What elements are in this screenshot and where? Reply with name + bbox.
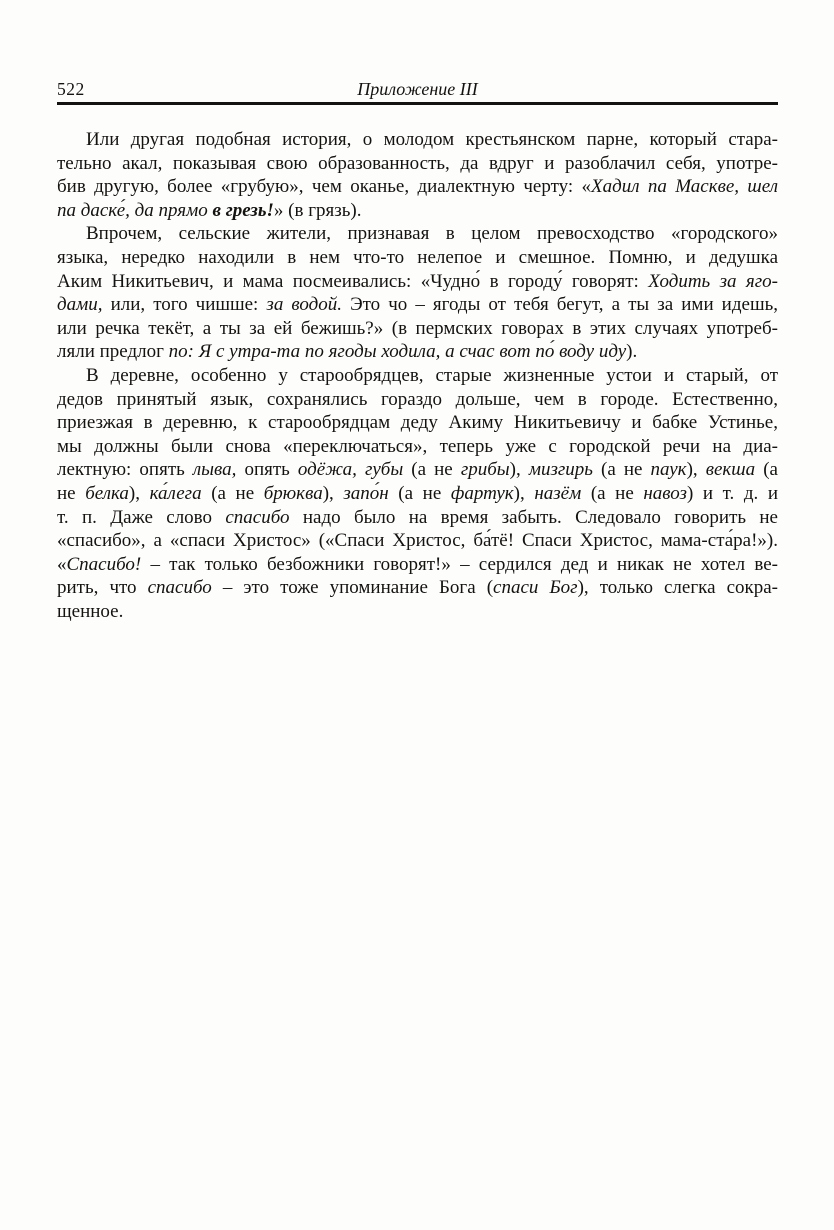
text-run: «спасибо», а «спаси Христос» («Спаси Христос, ба́тё! Спаси Христос, мама-ста́ра!»). bbox=[57, 530, 778, 552]
page-header bbox=[57, 78, 778, 102]
bold-italic-text-run: в грезь! bbox=[212, 199, 274, 221]
page-number: 522 bbox=[57, 79, 85, 99]
text-run: ), bbox=[128, 482, 150, 504]
italic-text-run: векша bbox=[705, 459, 756, 481]
text-run: Впрочем, сельские жители, признавая в целом превосходство «городского» bbox=[86, 223, 778, 245]
text-line bbox=[57, 388, 778, 412]
italic-text-run: спасибо bbox=[225, 506, 290, 528]
text-line bbox=[57, 128, 778, 152]
italic-text-run: за водой. bbox=[266, 294, 342, 316]
italic-text-run: грибы bbox=[460, 459, 510, 481]
paragraph bbox=[57, 128, 778, 222]
text-line bbox=[57, 411, 778, 435]
text-line bbox=[57, 529, 778, 553]
text-run: (а bbox=[755, 459, 778, 481]
text-run: рить, что bbox=[57, 577, 148, 599]
italic-text-run: ка́лега bbox=[149, 482, 202, 504]
text-run: (а не bbox=[403, 459, 461, 481]
text-line bbox=[57, 293, 778, 317]
text-run: ), bbox=[513, 482, 535, 504]
text-line bbox=[57, 199, 778, 223]
text-run: языка, нередко находили в нем что-то нелепое и смешное. Помню, и дедушка bbox=[57, 246, 778, 268]
italic-text-run: запо́н bbox=[343, 482, 389, 504]
text-run: тельно акал, показывая свою образованность, да вдруг и разоблачил себя, употре- bbox=[57, 152, 778, 174]
text-run: мы должны были снова «переключаться», теперь уже с городской речи на диа- bbox=[57, 435, 778, 457]
text-line bbox=[57, 270, 778, 294]
text-run: щенное. bbox=[57, 600, 124, 622]
text-line bbox=[57, 152, 778, 176]
italic-text-run: белка bbox=[85, 482, 129, 504]
text-line bbox=[57, 482, 778, 506]
text-run: или, того чишше: bbox=[102, 294, 267, 316]
text-line bbox=[57, 458, 778, 482]
text-run: ляли предлог bbox=[57, 341, 169, 363]
text-line bbox=[57, 364, 778, 388]
text-line bbox=[57, 553, 778, 577]
italic-text-run: фартук bbox=[450, 482, 514, 504]
text-run: (а не bbox=[201, 482, 264, 504]
text-run: или речка текёт, а ты за ей бежишь?» (в пермских говорах в этих случаях употреб- bbox=[57, 317, 778, 339]
text-run: ) и т. д. и bbox=[686, 482, 778, 504]
text-run: ), bbox=[322, 482, 344, 504]
text-run: дедов принятый язык, сохранялись гораздо дольше, чем в городе. Естественно, bbox=[57, 388, 778, 410]
italic-text-run: дами, bbox=[57, 294, 103, 316]
text-run: лектную: опять bbox=[57, 459, 193, 481]
text-line bbox=[57, 435, 778, 459]
italic-text-run: Хадил па Маскве, шел bbox=[591, 176, 778, 198]
italic-text-run: брюква bbox=[263, 482, 323, 504]
text-run: (а не bbox=[581, 482, 644, 504]
text-run: бив другую, более «грубую», чем оканье, диалектную черту: « bbox=[57, 176, 592, 198]
italic-text-run: паук bbox=[650, 459, 687, 481]
italic-text-run: назём bbox=[534, 482, 582, 504]
paragraph bbox=[57, 222, 778, 364]
text-run: ), bbox=[509, 459, 529, 481]
text-run: опять bbox=[236, 459, 298, 481]
italic-text-run: Ходить за яго- bbox=[648, 270, 778, 292]
italic-text-run: мизгирь bbox=[528, 459, 593, 481]
italic-text-run: па даске́, да прямо bbox=[57, 199, 213, 221]
text-run: приезжая в деревню, к старообрядцам деду Акиму Никитьевичу и бабке Устинье, bbox=[57, 412, 778, 434]
text-run: надо было на время забыть. Следовало говорить не bbox=[289, 506, 778, 528]
text-run: не bbox=[57, 482, 86, 504]
text-line bbox=[57, 175, 778, 199]
page-content bbox=[57, 78, 778, 623]
italic-text-run: Спасибо! bbox=[66, 553, 142, 575]
header-title: Приложение III bbox=[357, 79, 478, 99]
header-rule bbox=[57, 102, 778, 105]
text-line bbox=[57, 340, 778, 364]
text-run: – это тоже упоминание Бога ( bbox=[211, 577, 494, 599]
italic-text-run: лыва, bbox=[192, 459, 237, 481]
text-run: « bbox=[57, 553, 67, 575]
text-line bbox=[57, 246, 778, 270]
italic-text-run: по: Я с утра-та по ягоды ходила, а счас вот по́ воду иду bbox=[168, 341, 627, 363]
italic-text-run: навоз bbox=[643, 482, 687, 504]
text-line bbox=[57, 317, 778, 341]
text-run: т. п. Даже слово bbox=[57, 506, 226, 528]
text-run: Или другая подобная история, о молодом крестьянском парне, который стара- bbox=[86, 129, 778, 150]
paragraph bbox=[57, 364, 778, 624]
text-line bbox=[57, 222, 778, 246]
text-run: Это чо – ягоды от тебя бегут, а ты за ими идешь, bbox=[342, 294, 778, 316]
text-run: ). bbox=[626, 341, 638, 363]
text-run: – так только безбожники говорят!» – сердился дед и никак не хотел ве- bbox=[141, 553, 778, 575]
text-run: Аким Никитьевич, и мама посмеивались: «Чудно́ в городу́ говорят: bbox=[57, 270, 649, 292]
text-block bbox=[57, 128, 778, 623]
italic-text-run: спасибо bbox=[147, 577, 212, 599]
text-run: (а не bbox=[592, 459, 651, 481]
text-line bbox=[57, 506, 778, 530]
text-run: ), bbox=[686, 459, 706, 481]
text-line bbox=[57, 576, 778, 600]
text-line bbox=[57, 600, 778, 624]
text-run: » (в грязь). bbox=[273, 199, 362, 221]
italic-text-run: одёжа, губы bbox=[297, 459, 404, 481]
text-run: ), только слегка сокра- bbox=[577, 577, 778, 599]
text-run: (а не bbox=[388, 482, 451, 504]
text-run: В деревне, особенно у старообрядцев, старые жизненные устои и старый, от bbox=[86, 364, 778, 386]
italic-text-run: спаси Бог bbox=[493, 577, 578, 599]
